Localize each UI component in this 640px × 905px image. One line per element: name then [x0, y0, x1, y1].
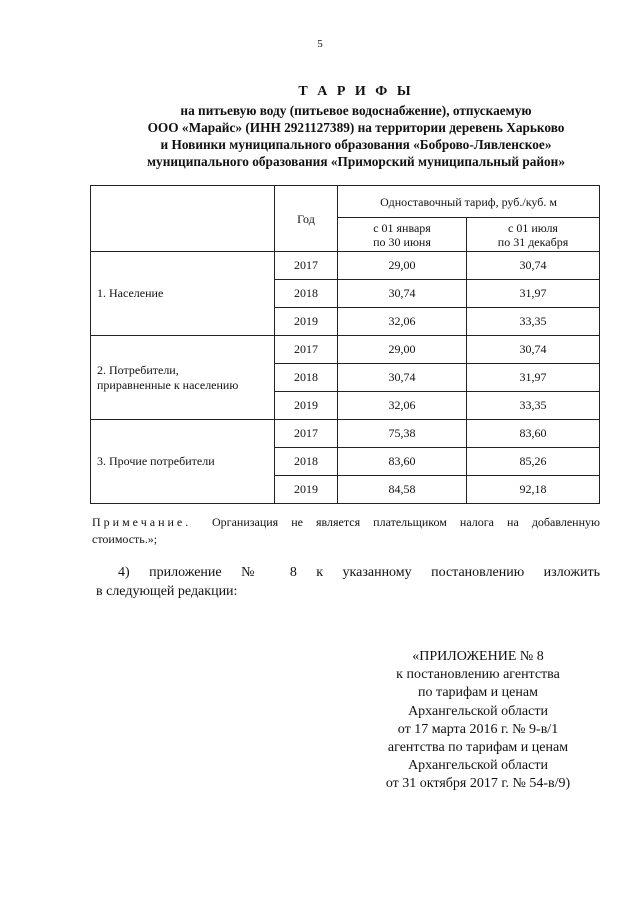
appendix-line: «ПРИЛОЖЕНИЕ № 8: [412, 649, 544, 664]
tariff-value-h2: 92,18: [467, 476, 600, 504]
category-label: приравненные к населению: [97, 377, 239, 392]
subtitle-line: на питьевую воду (питьевое водоснабжение), отпускаемую: [180, 103, 532, 118]
tariff-table: [90, 185, 600, 504]
year-cell: 2018: [275, 448, 338, 476]
tariff-value-h2: 30,74: [467, 252, 600, 280]
paragraph-line: в следующей редакции:: [96, 584, 238, 599]
category-cell: [91, 420, 275, 504]
document-subtitle: [0, 102, 640, 170]
paragraph-line: 4) приложение № 8 к указанному постановлению изложить: [118, 565, 600, 580]
category-label: 1. Население: [97, 286, 164, 300]
period-line: с 01 января: [373, 220, 431, 235]
period-line: с 01 июля: [508, 220, 558, 235]
tariff-value-h1: 32,06: [338, 308, 467, 336]
category-label: 2. Потребители,: [97, 362, 179, 377]
period-line: по 31 декабря: [497, 234, 569, 249]
note-text: Организация не является плательщиком налога на добавленную: [212, 515, 600, 529]
subtitle-line: муниципального образования «Приморский муниципальный район»: [147, 154, 565, 169]
page-number: 5: [317, 38, 323, 50]
tariff-header: Одноставочный тариф, руб./куб. м: [338, 186, 600, 218]
category-label: 3. Прочие потребители: [97, 454, 215, 468]
year-cell: 2019: [275, 392, 338, 420]
category-cell: [91, 336, 275, 420]
tariff-value-h1: 29,00: [338, 336, 467, 364]
period-header-jan-jun: [338, 218, 467, 252]
category-cell: [91, 252, 275, 336]
subtitle-line: и Новинки муниципального образования «Боброво-Лявленское»: [160, 137, 552, 152]
year-cell: 2018: [275, 364, 338, 392]
subtitle-line: ООО «Марайс» (ИНН 2921127389) на территории деревень Харьково: [147, 120, 565, 135]
tariff-value-h1: 83,60: [338, 448, 467, 476]
appendix-line: Архангельской области: [408, 758, 548, 774]
year-cell: 2018: [275, 280, 338, 308]
period-header-jul-dec: [467, 218, 600, 252]
tariff-value-h2: 30,74: [467, 336, 600, 364]
year-cell: 2017: [275, 336, 338, 364]
appendix-line: агентства по тарифам и ценам: [387, 740, 569, 756]
note-label: Примечание.: [92, 515, 192, 529]
tariff-value-h1: 32,06: [338, 392, 467, 420]
year-cell: 2017: [275, 420, 338, 448]
body-paragraph: [96, 563, 600, 601]
tariff-value-h2: 33,35: [467, 392, 600, 420]
tariff-value-h1: 29,00: [338, 252, 467, 280]
note-text-continued: стоимость.»;: [92, 532, 158, 546]
appendix-line: к постановлению агентства: [396, 667, 560, 683]
appendix-header: [358, 648, 598, 794]
year-cell: 2019: [275, 476, 338, 504]
year-cell: 2019: [275, 308, 338, 336]
table-note: [92, 514, 600, 548]
tariff-value-h2: 83,60: [467, 420, 600, 448]
category-header: [91, 186, 275, 252]
year-header: Год: [275, 186, 338, 252]
tariff-value-h2: 85,26: [467, 448, 600, 476]
document-title: Т А Р И Ф Ы: [298, 84, 414, 99]
tariff-value-h2: 31,97: [467, 364, 600, 392]
tariff-value-h1: 30,74: [338, 280, 467, 308]
tariff-value-h1: 75,38: [338, 420, 467, 448]
appendix-line: от 31 октября 2017 г. № 54-в/9): [385, 776, 571, 792]
period-line: по 30 июня: [373, 234, 431, 249]
year-cell: 2017: [275, 252, 338, 280]
appendix-line: Архангельской области: [408, 703, 548, 719]
tariff-value-h1: 30,74: [338, 364, 467, 392]
tariff-value-h2: 31,97: [467, 280, 600, 308]
tariff-value-h1: 84,58: [338, 476, 467, 504]
appendix-line: по тарифам и ценам: [418, 685, 538, 701]
tariff-value-h2: 33,35: [467, 308, 600, 336]
appendix-line: от 17 марта 2016 г. № 9-в/1: [397, 721, 559, 737]
